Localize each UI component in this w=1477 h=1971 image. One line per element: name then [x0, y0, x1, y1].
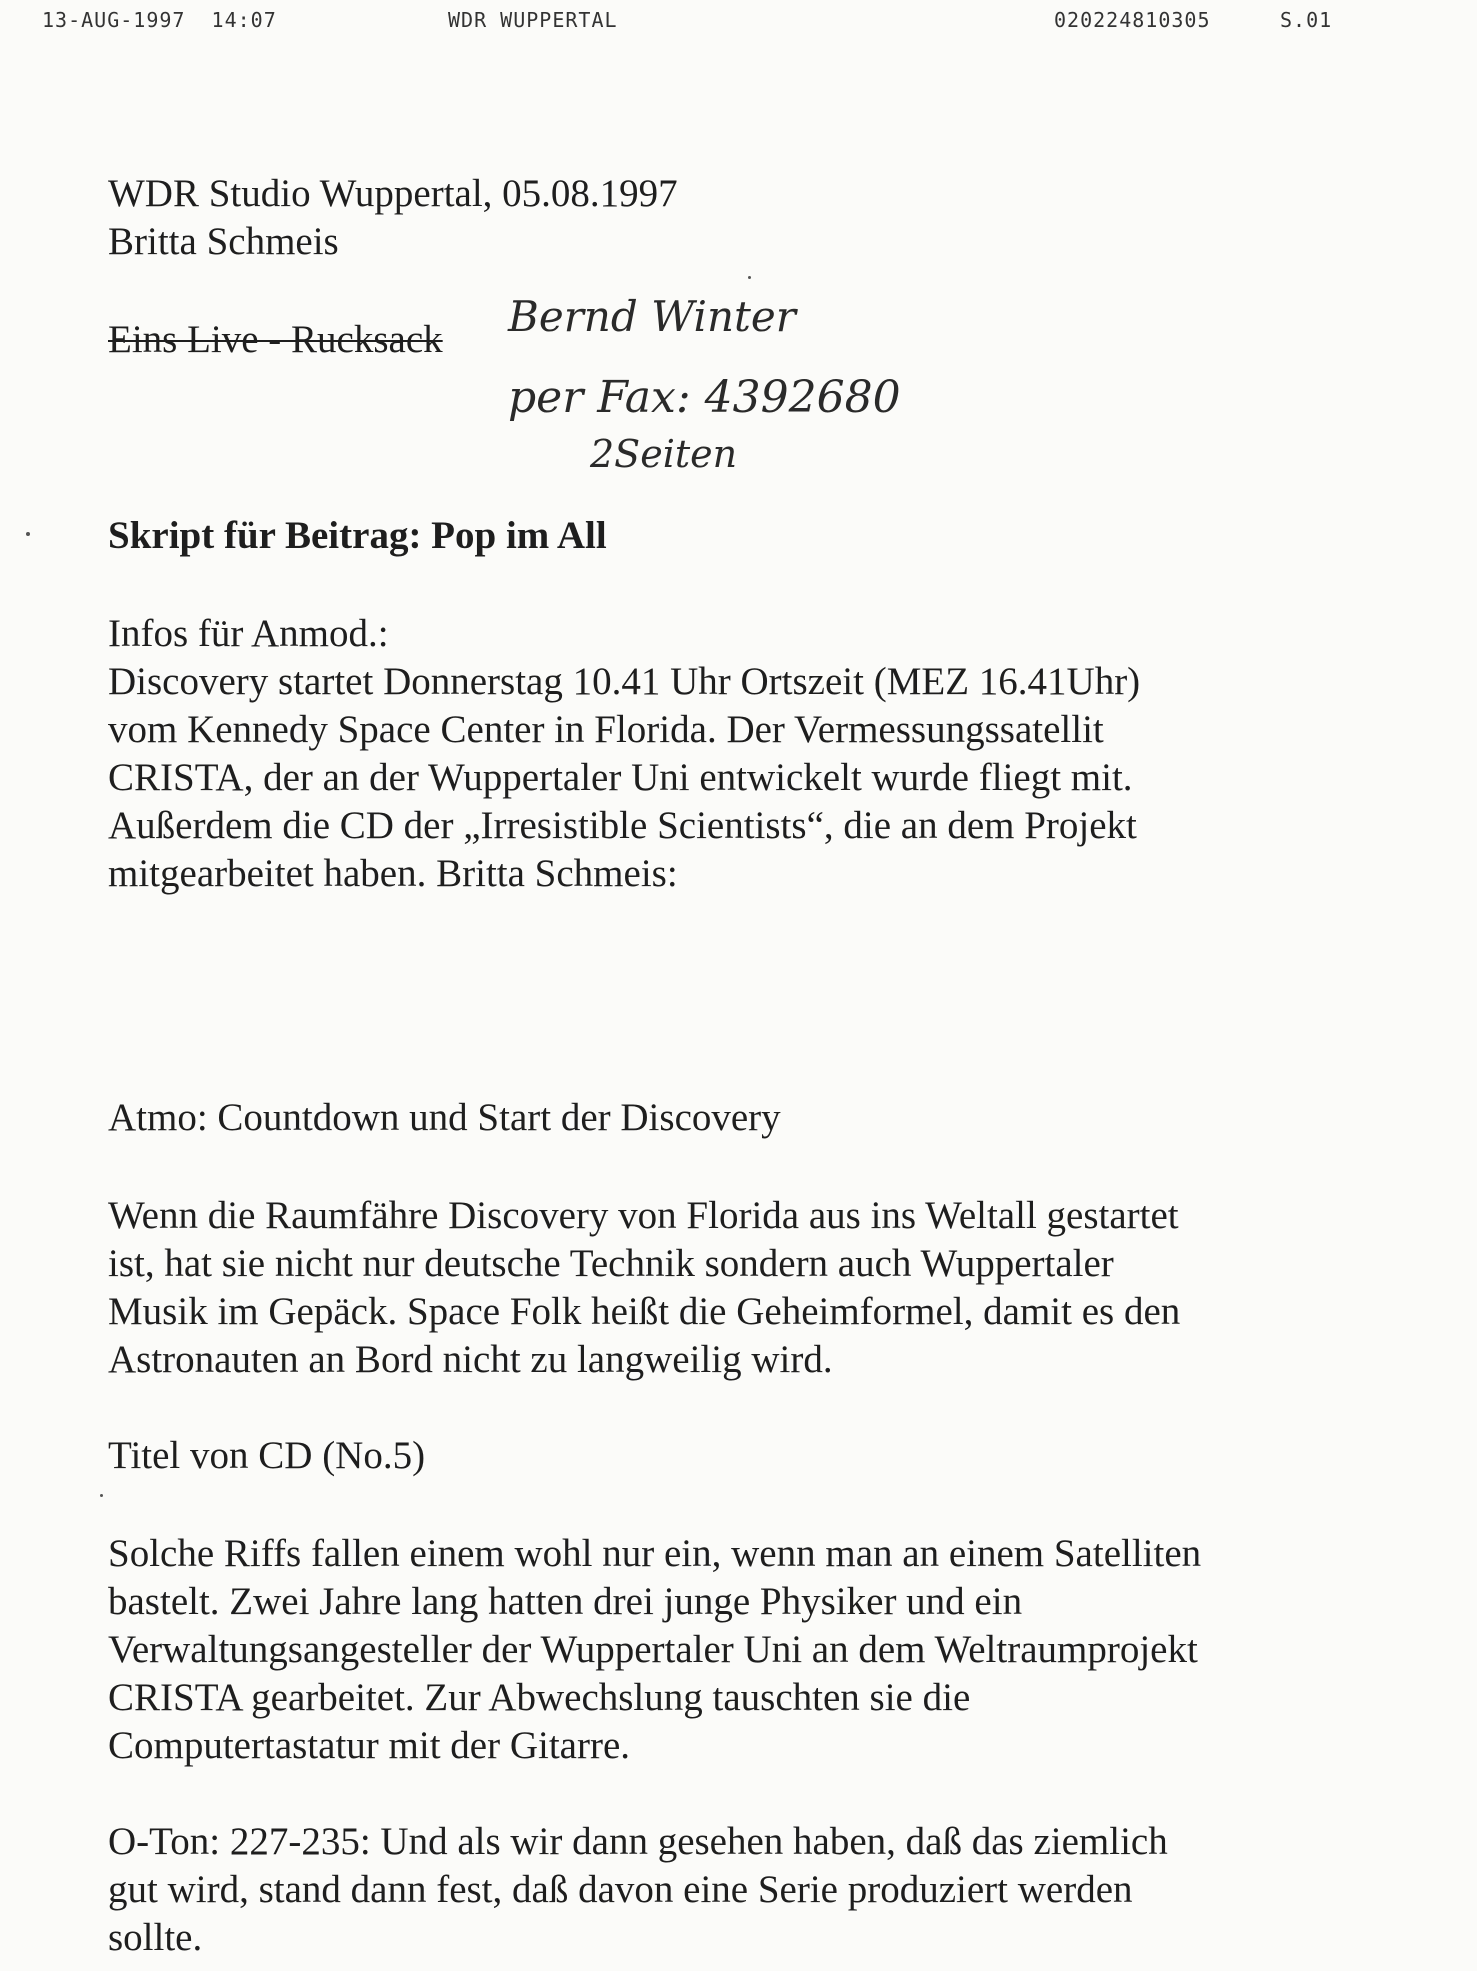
paragraph-line: Musik im Gepäck. Space Folk heißt die Geheimformel, damit es den — [108, 1290, 1181, 1333]
intro-line: mitgearbeitet haben. Britta Schmeis: — [108, 852, 678, 895]
oton-line: O-Ton: 227-235: Und als wir dann gesehen haben, daß das ziemlich — [108, 1820, 1168, 1863]
letter-heading — [108, 170, 678, 266]
oton-block — [108, 1818, 1168, 1962]
intro-block — [108, 610, 1140, 898]
paragraph-line: ist, hat sie nicht nur deutsche Technik sondern auch Wuppertaler — [108, 1242, 1114, 1285]
paragraph-2 — [108, 1530, 1201, 1770]
oton-line: gut wird, stand dann fest, daß davon eine Serie produziert werden — [108, 1868, 1133, 1911]
intro-line: Discovery startet Donnerstag 10.41 Uhr Ortszeit (MEZ 16.41Uhr) — [108, 660, 1141, 703]
paragraph-line: Computertastatur mit der Gitarre. — [108, 1724, 631, 1767]
fax-header-date: 13-AUG-1997 14:07 — [42, 8, 277, 32]
paragraph-1 — [108, 1192, 1180, 1384]
paragraph-line: Verwaltungsangesteller der Wuppertaler Uni an dem Weltraumprojekt — [108, 1628, 1198, 1671]
title-cd: Titel von CD (No.5) — [108, 1434, 426, 1477]
handwritten-recipient: Bernd Winter — [508, 292, 796, 341]
handwritten-fax: per Fax: 4392680 — [508, 372, 901, 423]
intro-line: CRISTA, der an der Wuppertaler Uni entwickelt wurde fliegt mit. — [108, 756, 1133, 799]
paragraph-line: Astronauten an Bord nicht zu langweilig wird. — [108, 1338, 833, 1381]
intro-line: Außerdem die CD der „Irresistible Scientists“, die an dem Projekt — [108, 804, 1137, 847]
paragraph-line: Wenn die Raumfähre Discovery von Florida aus ins Weltall gestartet — [108, 1194, 1179, 1237]
paragraph-line: Solche Riffs fallen einem wohl nur ein, wenn man an einem Satelliten — [108, 1532, 1202, 1575]
letter-origin: WDR Studio Wuppertal, 05.08.1997 — [108, 172, 678, 215]
fax-header-station: WDR WUPPERTAL — [448, 8, 618, 32]
fax-header-number: 020224810305 — [1054, 8, 1211, 32]
atmo-line: Atmo: Countdown und Start der Discovery — [108, 1096, 781, 1139]
handwritten-pages: 2Seiten — [590, 432, 738, 476]
scan-speck — [26, 532, 30, 536]
scan-speck — [100, 1494, 103, 1497]
paragraph-line: bastelt. Zwei Jahre lang hatten drei junge Physiker und ein — [108, 1580, 1023, 1623]
script-title: Skript für Beitrag: Pop im All — [108, 514, 607, 557]
letter-author: Britta Schmeis — [108, 220, 339, 263]
fax-header — [0, 8, 1477, 36]
intro-line: Infos für Anmod.: — [108, 612, 389, 655]
scan-speck — [748, 276, 751, 279]
fax-header-page: S.01 — [1280, 8, 1333, 32]
paragraph-line: CRISTA gearbeitet. Zur Abwechslung tauschten sie die — [108, 1676, 971, 1719]
intro-line: vom Kennedy Space Center in Florida. Der Vermessungssatellit — [108, 708, 1104, 751]
oton-line: sollte. — [108, 1916, 203, 1959]
program-struck: Eins Live - Rucksack — [108, 318, 443, 361]
